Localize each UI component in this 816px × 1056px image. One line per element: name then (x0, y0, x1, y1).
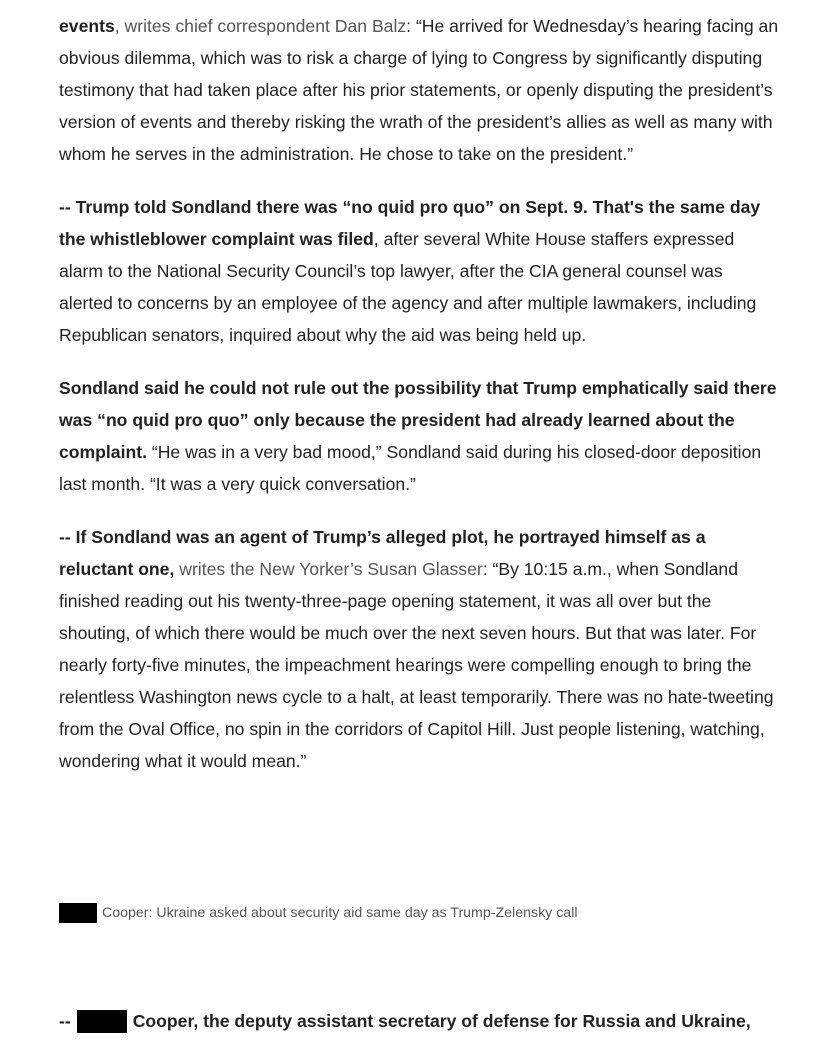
bold-lead: Cooper, the deputy assistant secretary of defense for Russia and Ukraine, (132, 1011, 751, 1031)
paragraph-cooper (59, 1007, 751, 1035)
bold-lead: Sondland said he could not rule out the possibility that Trump emphatically said there was “no quid pro quo” only because the president had already learned about the complaint. (59, 378, 777, 462)
paragraph-complaint (59, 372, 779, 500)
redaction-box (59, 903, 97, 923)
paragraph-balz (59, 10, 779, 170)
paragraph-text: : “He arrived for Wednesday’s hearing facing an obvious dilemma, which was to risk a charge of lying to Congress by significantly disputing testimony that had taken place after his prior statements, or openly disputing the president’s version of events and thereby risking the wrath of the president’s allies as well as many with whom he serves in the administration. He chose to take on the president.” (59, 16, 779, 164)
caption-text: Cooper: Ukraine asked about security aid same day as Trump-Zelensky call (102, 905, 578, 921)
paragraph-text: “He was in a very bad mood,” Sondland said during his closed-door deposition last month. “It was a very quick conversation.” (59, 442, 762, 494)
bold-lead: -- If Sondland was an agent of Trump’s alleged plot, he portrayed himself as a reluctant one, (59, 527, 706, 579)
bold-lead: events (59, 16, 115, 36)
dash-prefix: -- (59, 1011, 71, 1031)
paragraph-quid-pro-quo (59, 191, 779, 351)
redaction-box (77, 1010, 127, 1033)
paragraph-glasser (59, 521, 779, 777)
paragraph-text: , after several White House staffers expressed alarm to the National Security Council’s top lawyer, after the CIA general counsel was alerted to concerns by an employee of the agency and after multiple lawmakers, including Republican senators, inquired about why the aid was being held up. (59, 229, 757, 345)
author-credit-link[interactable]: , writes chief correspondent Dan Balz (114, 16, 407, 36)
bold-lead: -- Trump told Sondland there was “no quid pro quo” on Sept. 9. That's the same day the whistleblower complaint was filed (59, 197, 761, 249)
article-body (59, 10, 779, 798)
video-caption[interactable] (59, 903, 578, 923)
author-credit-link[interactable]: writes the New Yorker’s Susan Glasser (174, 559, 483, 579)
paragraph-text: : “By 10:15 a.m., when Sondland finished reading out his twenty-three-page opening statement, it was all over but the shouting, of which there would be much over the next seven hours. But that was later. For nearly forty-five minutes, the impeachment hearings were compelling enough to bring the relentless Washington news cycle to a halt, at least temporarily. There was no hate-tweeting from the Oval Office, no spin in the corridors of Capitol Hill. Just people listening, watching, wondering what it would mean.” (59, 559, 774, 771)
